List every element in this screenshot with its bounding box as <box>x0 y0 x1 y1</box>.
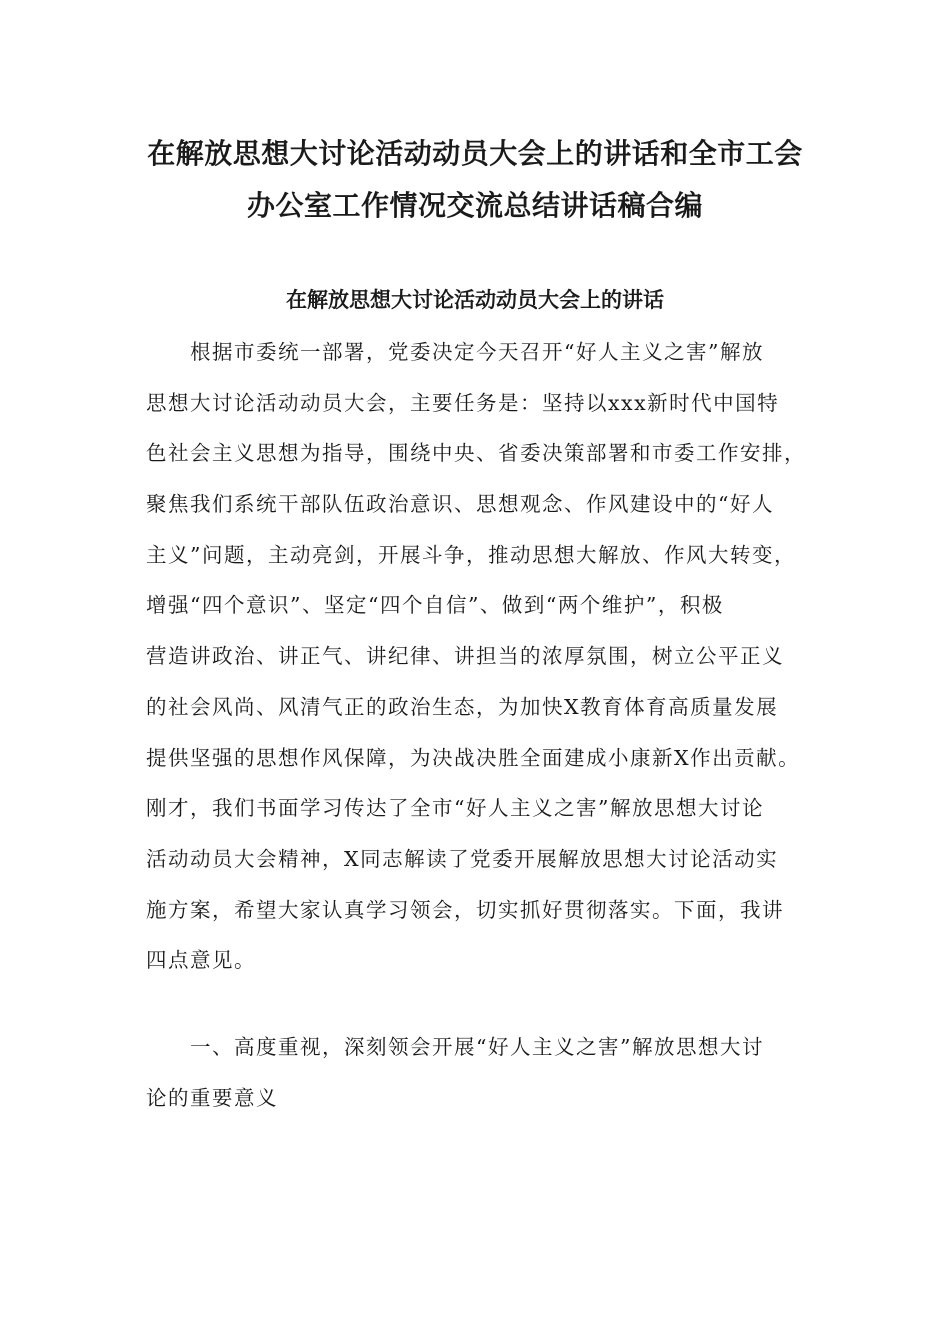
paragraph-line: 刚才，我们书面学习传达了全市“好人主义之害”解放思想大讨论 <box>146 796 764 821</box>
body-paragraph-1 <box>146 327 806 986</box>
paragraph-line: 思想大讨论活动动员大会，主要任务是：坚持以xxx新时代中国特 <box>146 390 780 415</box>
document-title-line-2: 办公室工作情况交流总结讲话稿合编 <box>246 189 703 222</box>
section-title: 在解放思想大讨论活动动员大会上的讲话 <box>286 288 664 312</box>
paragraph-line: 增强“四个意识”、坚定“四个自信”、做到“两个维护”，积极 <box>146 593 724 618</box>
heading-line: 论的重要意义 <box>146 1085 278 1110</box>
paragraph-line: 聚焦我们系统干部队伍政治意识、思想观念、作风建设中的“好人 <box>146 492 774 517</box>
paragraph-line: 提供坚强的思想作风保障，为决战决胜全面建成小康新X作出贡献。 <box>146 745 801 770</box>
heading-line: 一、高度重视，深刻领会开展“好人主义之害”解放思想大讨 <box>190 1035 764 1059</box>
paragraph-line: 的社会风尚、风清气正的政治生态，为加快X教育体育高质量发展 <box>146 694 779 719</box>
paragraph-line: 活动动员大会精神，X同志解读了党委开展解放思想大讨论活动实 <box>146 846 779 871</box>
paragraph-line: 主义”问题，主动亮剑，开展斗争，推动思想大解放、作风大转变， <box>146 542 796 567</box>
paragraph-line: 根据市委统一部署，党委决定今天召开“好人主义之害”解放 <box>190 340 764 364</box>
document-title-line-1: 在解放思想大讨论活动动员大会上的讲话和全市工会 <box>147 137 803 170</box>
paragraph-line: 四点意见。 <box>146 948 256 973</box>
document-title <box>100 128 850 232</box>
paragraph-line: 施方案，希望大家认真学习领会，切实抓好贯彻落实。下面，我讲 <box>146 897 784 922</box>
heading-text <box>146 1022 806 1123</box>
paragraph-line: 色社会主义思想为指导，围绕中央、省委决策部署和市委工作安排， <box>146 441 806 466</box>
paragraph-line: 营造讲政治、讲正气、讲纪律、讲担当的浓厚氛围，树立公平正义 <box>146 644 784 669</box>
paragraph-text <box>146 327 806 986</box>
section-heading-1 <box>146 1022 806 1123</box>
